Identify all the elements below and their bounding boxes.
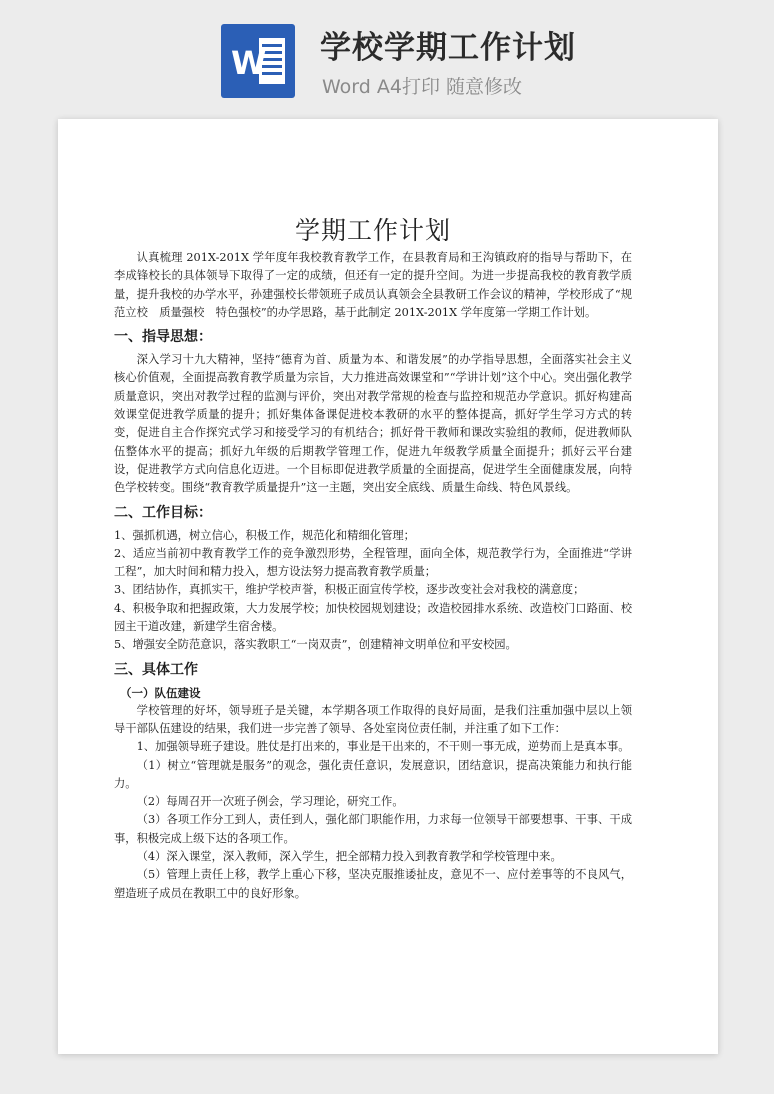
svg-text:W: W <box>231 44 267 82</box>
guiding-thought-paragraph: 深入学习十九大精神，坚持“德育为首、质量为本、和谐发展”的办学指导思想，全面落实社会主义核心价值观，全面提高教育教学质量为宗旨，大力推进高效课堂和”“学讲计划”这个中心。突出强化教学质量意识，突出对教学过程的监测与评价，突出对教学常规的检查与监控和规范办学意识。抓好构建高效课堂促进教学质量的提升；抓好集体备课促进校本教研的水平的整体提高，抓好学生学习方式的转变，促进自主合作探究式学习和接受学习的有机结合；抓好骨干教师和课改实验组的教师，促进教师队伍整体水平的提高；抓好九年级的后期教学管理工作，促进九年级教学质量全面提升；抓好云平台建设，促进教学方式向信息化迈进。一个目标即促进教学质量的全面提高，促进学生全面健康发展，向特色学校转变。围绕“教育教学质量提升”这一主题，突出安全底线、质量生命线、特色风景线。 <box>114 353 632 495</box>
body-paragraph: （4）深入课堂，深入教师，深入学生，把全部精力投入到教育教学和学校管理中来。 <box>136 850 562 864</box>
section-heading: 二、工作目标： <box>114 504 212 521</box>
goals-list <box>114 527 632 655</box>
body-paragraph: （2）每周召开一次班子例会，学习理论，研究工作。 <box>136 795 404 809</box>
intro-paragraph: 认真梳理 201X-201X 学年度年我校教育教学工作，在县教育局和王沟镇政府的指导与帮助下，在李成锋校长的具体领导下取得了一定的成绩，但还有一定的提升空间。为进一步提高我校的教育教学质量，提升我校的办学水平，孙建强校长带领班子成员认真领会全县教研工作会议的精神，学校形成了“规范立校 质量强校 特色强校”的办学思路，基于此制定 201X-201X 学年度第一学期工作计划。 <box>114 251 632 319</box>
subsection-heading: （一）队伍建设 <box>120 685 201 700</box>
list-item: 3、团结协作，真抓实干，维护学校声誉，积极正面宣传学校，逐步改变社会对我校的满意度； <box>114 583 585 597</box>
list-item: 1、强抓机遇，树立信心，积极工作，规范化和精细化管理； <box>114 528 415 542</box>
word-logo-icon <box>221 24 295 98</box>
body-paragraph: 学校管理的好坏，领导班子是关键，本学期各项工作取得的良好局面，是我们注重加强中层以上领导干部队伍建设的结果，我们进一步完善了领导、各处室岗位责任制，并注重了如下工作： <box>114 703 632 735</box>
header-banner <box>0 0 774 118</box>
body-paragraph: 1、加强领导班子建设。胜仗是打出来的，事业是干出来的，不干则一事无成，逆势而上是真本事。 <box>136 740 630 754</box>
document-title: 学期工作计划 <box>294 216 451 245</box>
list-item: 5、增强安全防范意识，落实教职工“一岗双责”，创建精神文明单位和平安校园。 <box>114 638 517 652</box>
body-paragraph: （1）树立“管理就是服务”的观念，强化责任意识，发展意识，团结意识，提高决策能力和执行能力。 <box>114 758 632 790</box>
body-paragraph: （3）各项工作分工到人，责任到人，强化部门职能作用，力求每一位领导干部要想事、干事、干成事，积极完成上级下达的各项工作。 <box>114 813 632 845</box>
header-title: 学校学期工作计划 <box>320 30 576 66</box>
header-subtitle: Word A4打印 随意修改 <box>322 76 523 98</box>
document-body <box>114 119 632 903</box>
document-page <box>58 119 718 1054</box>
section-heading: 一、指导思想： <box>114 329 212 346</box>
list-item: 4、积极争取和把握政策，大力发展学校；加快校园规划建设；改造校园排水系统、改造校门口路面、校园主干道改建，新建学生宿舍楼。 <box>114 601 632 634</box>
section-heading: 三、具体工作 <box>114 661 198 678</box>
list-item: 2、适应当前初中教育教学工作的竞争激烈形势，全程管理，面向全体，规范教学行为，全面推进“学讲工程”，加大时间和精力投入，想方设法努力提高教育教学质量； <box>114 546 632 579</box>
body-paragraph: （5）管理上责任上移，教学上重心下移，坚决克服推诿扯皮，意见不一、应付差事等的不良风气，塑造班子成员在教职工中的良好形象。 <box>114 868 632 900</box>
